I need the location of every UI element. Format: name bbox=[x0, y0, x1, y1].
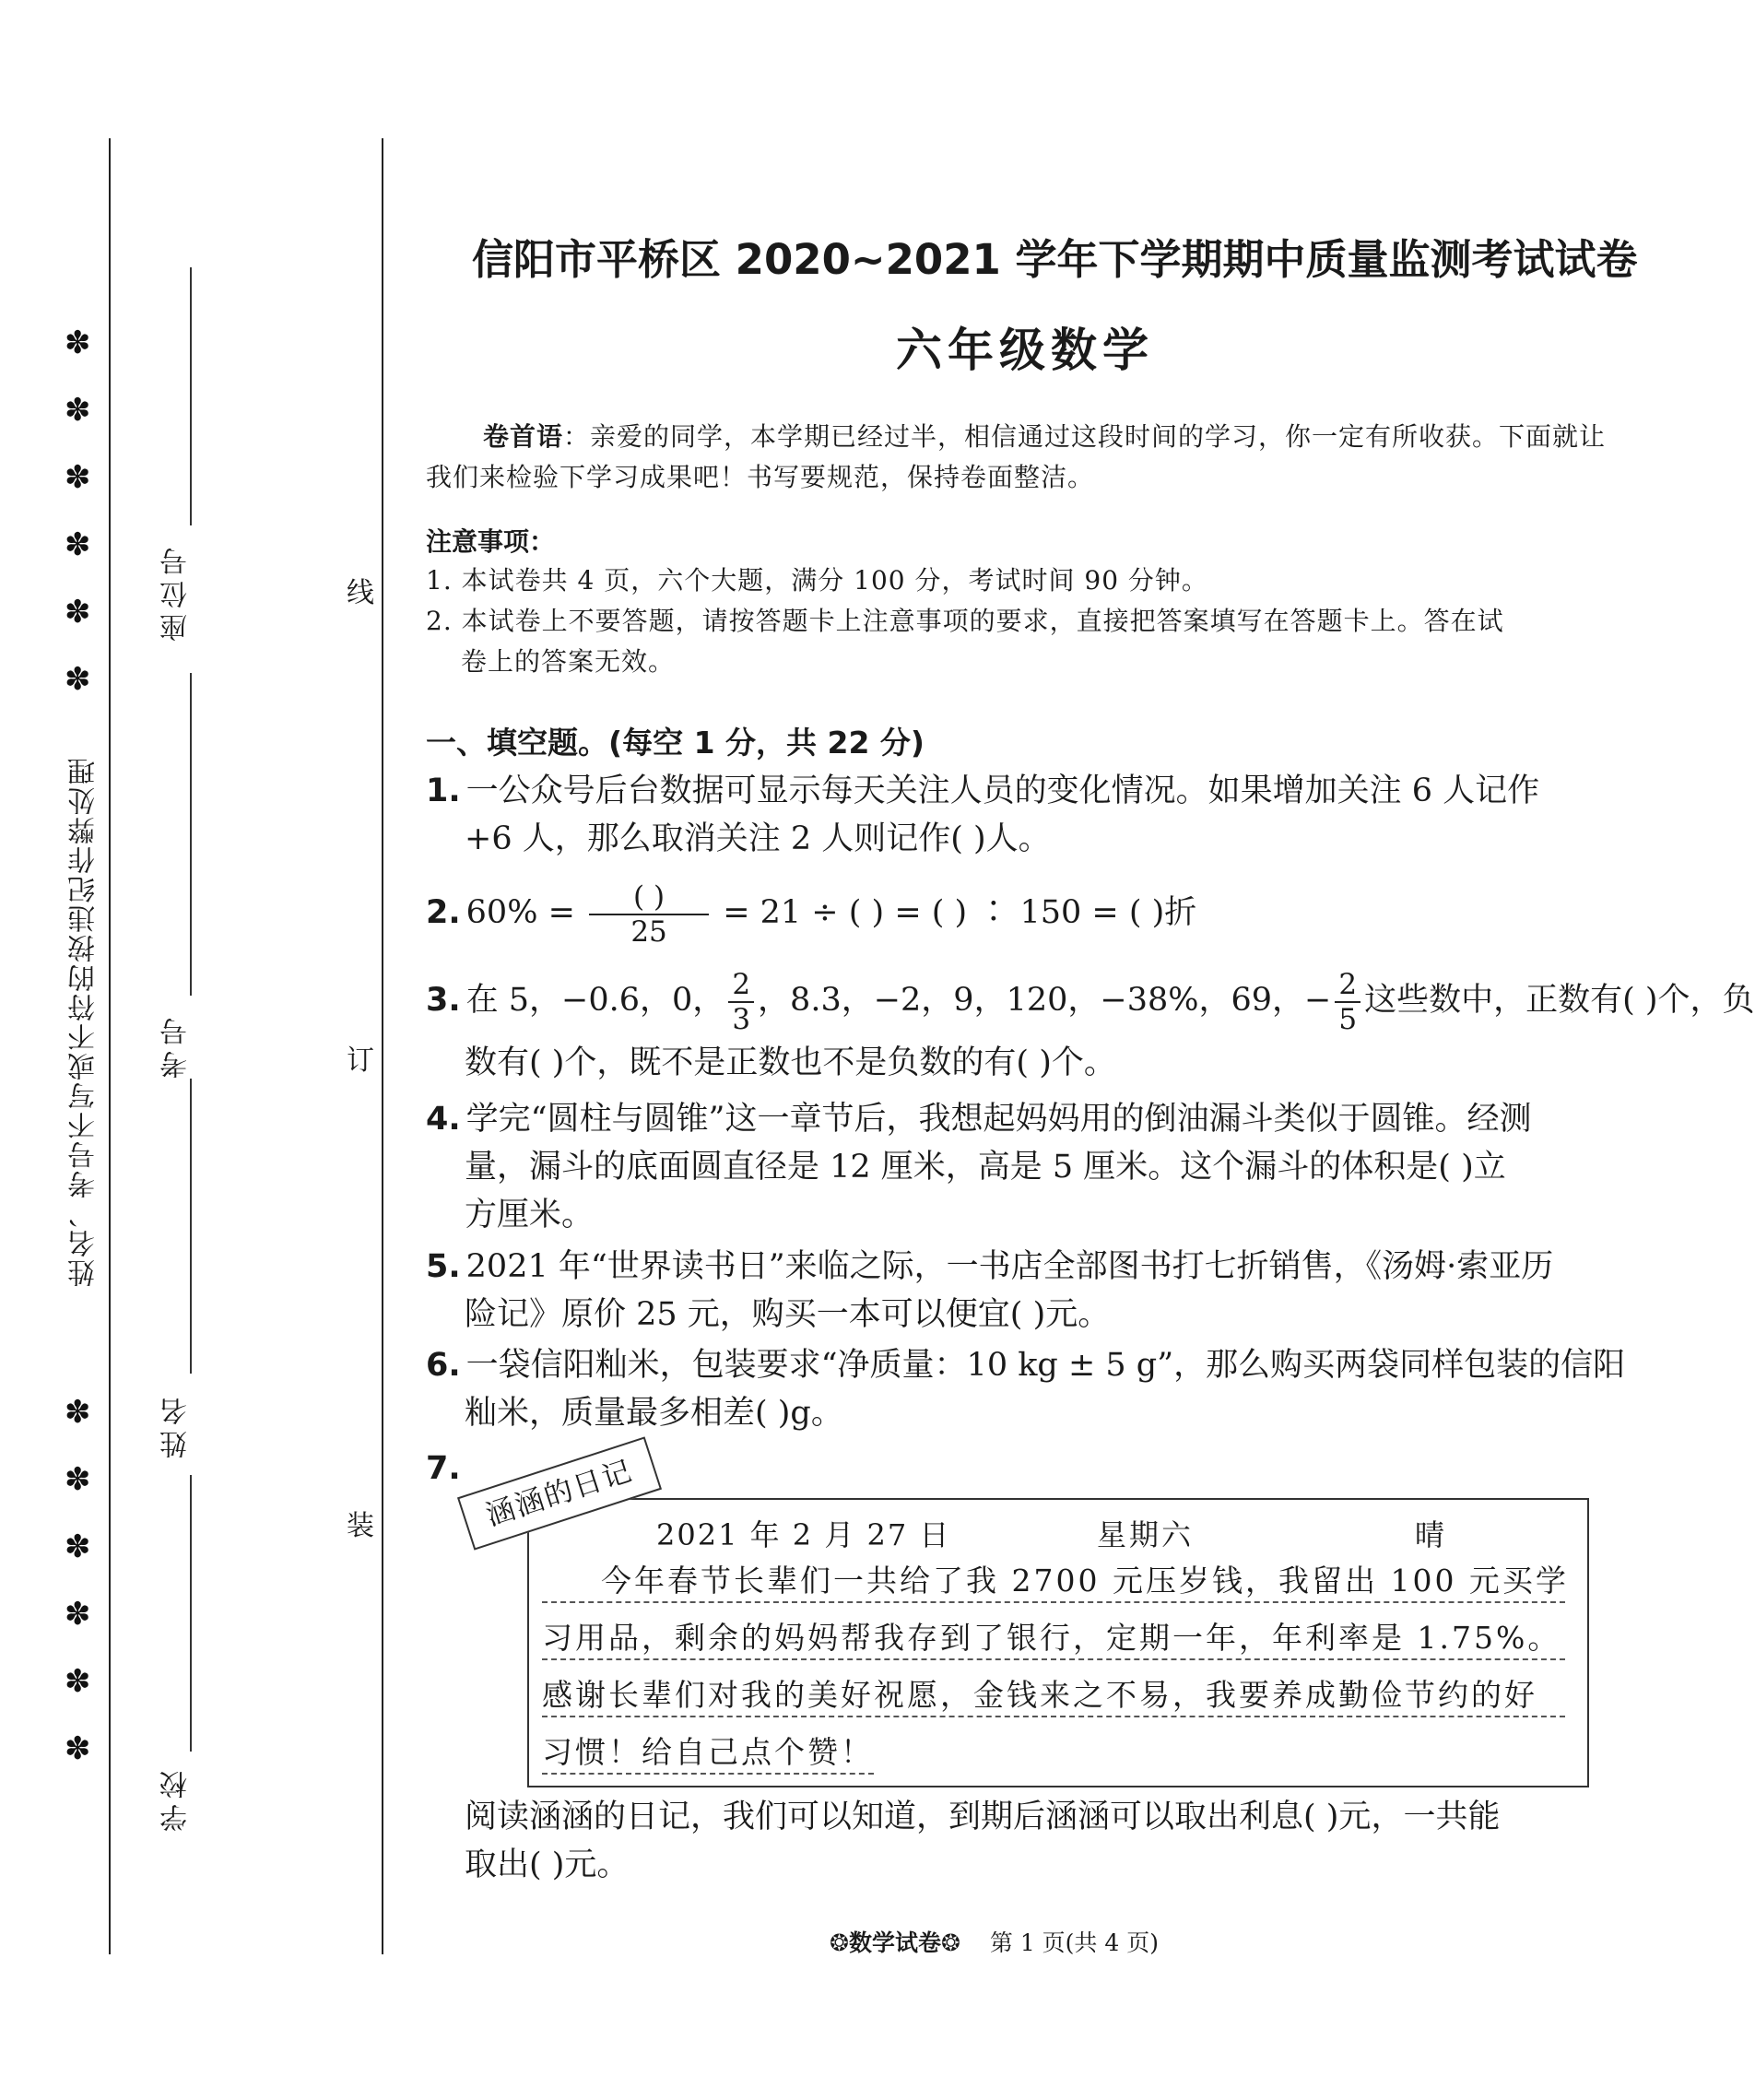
diary-weekday: 星期六 bbox=[1097, 1517, 1195, 1552]
question-text: 在 5，−0.6，0， bbox=[465, 982, 725, 1019]
question-text: = 21 ÷ ( ) = ( ) ∶ 150 = ( )折 bbox=[723, 894, 1197, 931]
subject-title: 六年级数学 bbox=[896, 324, 1154, 377]
star-icon: ✽ bbox=[65, 526, 91, 563]
question-text: 籼米，质量最多相差( )g。 bbox=[465, 1395, 843, 1432]
section-title: 一、填空题。(每空 1 分，共 22 分) bbox=[426, 725, 925, 761]
question-5 bbox=[426, 1243, 1624, 1339]
star-icon: ✽ bbox=[65, 1730, 91, 1767]
fraction-numerator: 2 bbox=[1335, 968, 1360, 1003]
question-number: 1. bbox=[426, 773, 461, 809]
binding-border-left bbox=[109, 138, 111, 1954]
binding-border-right bbox=[382, 138, 383, 1954]
diary-stamp: 涵涵的日记 bbox=[457, 1436, 662, 1550]
binding-rule-text: 姓名、考号不写或不符的按违纪作弊处理 bbox=[68, 756, 100, 1287]
star-icon: ✽ bbox=[65, 1528, 91, 1565]
question-number: 3. bbox=[426, 982, 461, 1019]
star-icon: ✽ bbox=[65, 661, 91, 698]
star-icon: ✽ bbox=[65, 459, 91, 496]
school-line[interactable] bbox=[190, 1475, 192, 1752]
question-text: 60% = bbox=[465, 894, 575, 931]
question-text: 量，漏斗的底面圆直径是 12 厘米，高是 5 厘米。这个漏斗的体积是( )立 bbox=[465, 1149, 1506, 1186]
question-text: 数有( )个，既不是正数也不是负数的有( )个。 bbox=[465, 1044, 1116, 1081]
footer-page: 第 1 页(共 4 页) bbox=[989, 1929, 1159, 1956]
fraction-denominator: 25 bbox=[630, 914, 667, 949]
question-text: 一公众号后台数据可显示每天关注人员的变化情况。如果增加关注 6 人记作 bbox=[465, 773, 1540, 809]
diary-date: 2021 年 2 月 27 日 bbox=[656, 1517, 951, 1552]
seat-number-line[interactable] bbox=[190, 267, 192, 525]
question-2 bbox=[426, 876, 1624, 950]
star-icon: ✽ bbox=[65, 392, 91, 429]
question-number: 7. bbox=[426, 1450, 461, 1487]
star-icon: ✽ bbox=[65, 1663, 91, 1700]
exam-number-label: 考号 bbox=[160, 1012, 193, 1079]
notes-title: 注意事项： bbox=[426, 526, 556, 557]
question-text: 险记》原价 25 元，购买一本可以便宜( )元。 bbox=[465, 1296, 1111, 1333]
question-text: 学完“圆柱与圆锥”这一章节后，我想起妈妈用的倒油漏斗类似于圆锥。经测 bbox=[465, 1101, 1532, 1138]
name-line[interactable] bbox=[190, 1079, 192, 1374]
fraction-denominator: 3 bbox=[732, 1002, 751, 1036]
preface-text: ：亲爱的同学，本学期已经过半，相信通过这段时间的学习，你一定有所收获。下面就让我们来检验下学习成果吧！书写要规范，保持卷面整洁。 bbox=[426, 421, 1607, 492]
name-label: 姓名 bbox=[160, 1392, 193, 1458]
question-text: 这些数中，正数有( )个，负 bbox=[1364, 982, 1755, 1019]
question-text: +6 人，那么取消关注 2 人则记作( )人。 bbox=[465, 820, 1051, 857]
question-1 bbox=[426, 767, 1624, 863]
question-4 bbox=[426, 1095, 1624, 1239]
exam-number-line[interactable] bbox=[190, 673, 192, 996]
diary-line: 习惯！给自己点个赞！ bbox=[542, 1732, 874, 1775]
fraction bbox=[589, 880, 709, 949]
binding-ding-char: 订 bbox=[347, 1044, 374, 1077]
exam-title: 信阳市平桥区 2020~2021 学年下学期期中质量监测考试试卷 bbox=[472, 235, 1638, 284]
diary-weather: 晴 bbox=[1415, 1517, 1445, 1552]
footer-label: 数学试卷 bbox=[848, 1929, 941, 1956]
question-7-text bbox=[426, 1793, 1624, 1889]
footer-ornament-icon: ❂ bbox=[830, 1929, 849, 1956]
fraction-numerator: 2 bbox=[728, 968, 754, 1003]
question-text: 取出( )元。 bbox=[465, 1846, 630, 1883]
star-icon: ✽ bbox=[65, 324, 91, 361]
preface bbox=[426, 417, 1624, 498]
star-icon: ✽ bbox=[65, 1394, 91, 1431]
question-text: 方厘米。 bbox=[465, 1197, 595, 1233]
question-6 bbox=[426, 1341, 1624, 1437]
star-icon: ✽ bbox=[65, 1461, 91, 1498]
star-icon: ✽ bbox=[65, 594, 91, 631]
fraction-denominator: 5 bbox=[1338, 1002, 1358, 1036]
fraction-numerator: ( ) bbox=[589, 880, 709, 915]
star-icon: ✽ bbox=[65, 1596, 91, 1633]
notes-item: 2. 本试卷上不要答题，请按答题卡上注意事项的要求，直接把答案填写在答题卡上。答在试 bbox=[426, 606, 1504, 636]
question-number: 6. bbox=[426, 1347, 461, 1384]
diary-line: 今年春节长辈们一共给了我 2700 元压岁钱，我留出 100 元买学 bbox=[542, 1561, 1565, 1603]
question-number: 2. bbox=[426, 894, 461, 931]
question-text: 阅读涵涵的日记，我们可以知道，到期后涵涵可以取出利息( )元，一共能 bbox=[465, 1799, 1501, 1835]
fraction bbox=[1335, 968, 1360, 1036]
question-3 bbox=[426, 963, 1755, 1087]
question-number: 4. bbox=[426, 1101, 461, 1138]
diary-line: 感谢长辈们对我的美好祝愿，金钱来之不易，我要养成勤俭节约的好 bbox=[542, 1675, 1565, 1717]
preface-label: 卷首语 bbox=[483, 421, 564, 452]
diary-line: 习用品，剩余的妈妈帮我存到了银行，定期一年，年利率是 1.75%。 bbox=[542, 1618, 1565, 1660]
question-number: 5. bbox=[426, 1248, 461, 1285]
question-text: ，8.3，−2，9，120，−38%，69，− bbox=[758, 982, 1332, 1019]
binding-line-char: 线 bbox=[347, 577, 374, 609]
fraction bbox=[728, 968, 754, 1036]
question-text: 一袋信阳籼米，包装要求“净质量：10 kg ± 5 g”，那么购买两袋同样包装的信阳 bbox=[465, 1347, 1626, 1384]
question-text: 2021 年“世界读书日”来临之际，一书店全部图书打七折销售，《汤姆·索亚历 bbox=[465, 1248, 1554, 1285]
binding-zhuang-char: 装 bbox=[347, 1510, 374, 1542]
notes-item: 卷上的答案无效。 bbox=[461, 646, 676, 677]
seat-number-label: 座位号 bbox=[160, 542, 193, 642]
footer bbox=[830, 1925, 1159, 1958]
school-label: 学校 bbox=[160, 1765, 193, 1832]
footer-ornament-icon: ❂ bbox=[940, 1929, 960, 1956]
notes-item: 1. 本试卷共 4 页，六个大题，满分 100 分，考试时间 90 分钟。 bbox=[426, 565, 1208, 596]
